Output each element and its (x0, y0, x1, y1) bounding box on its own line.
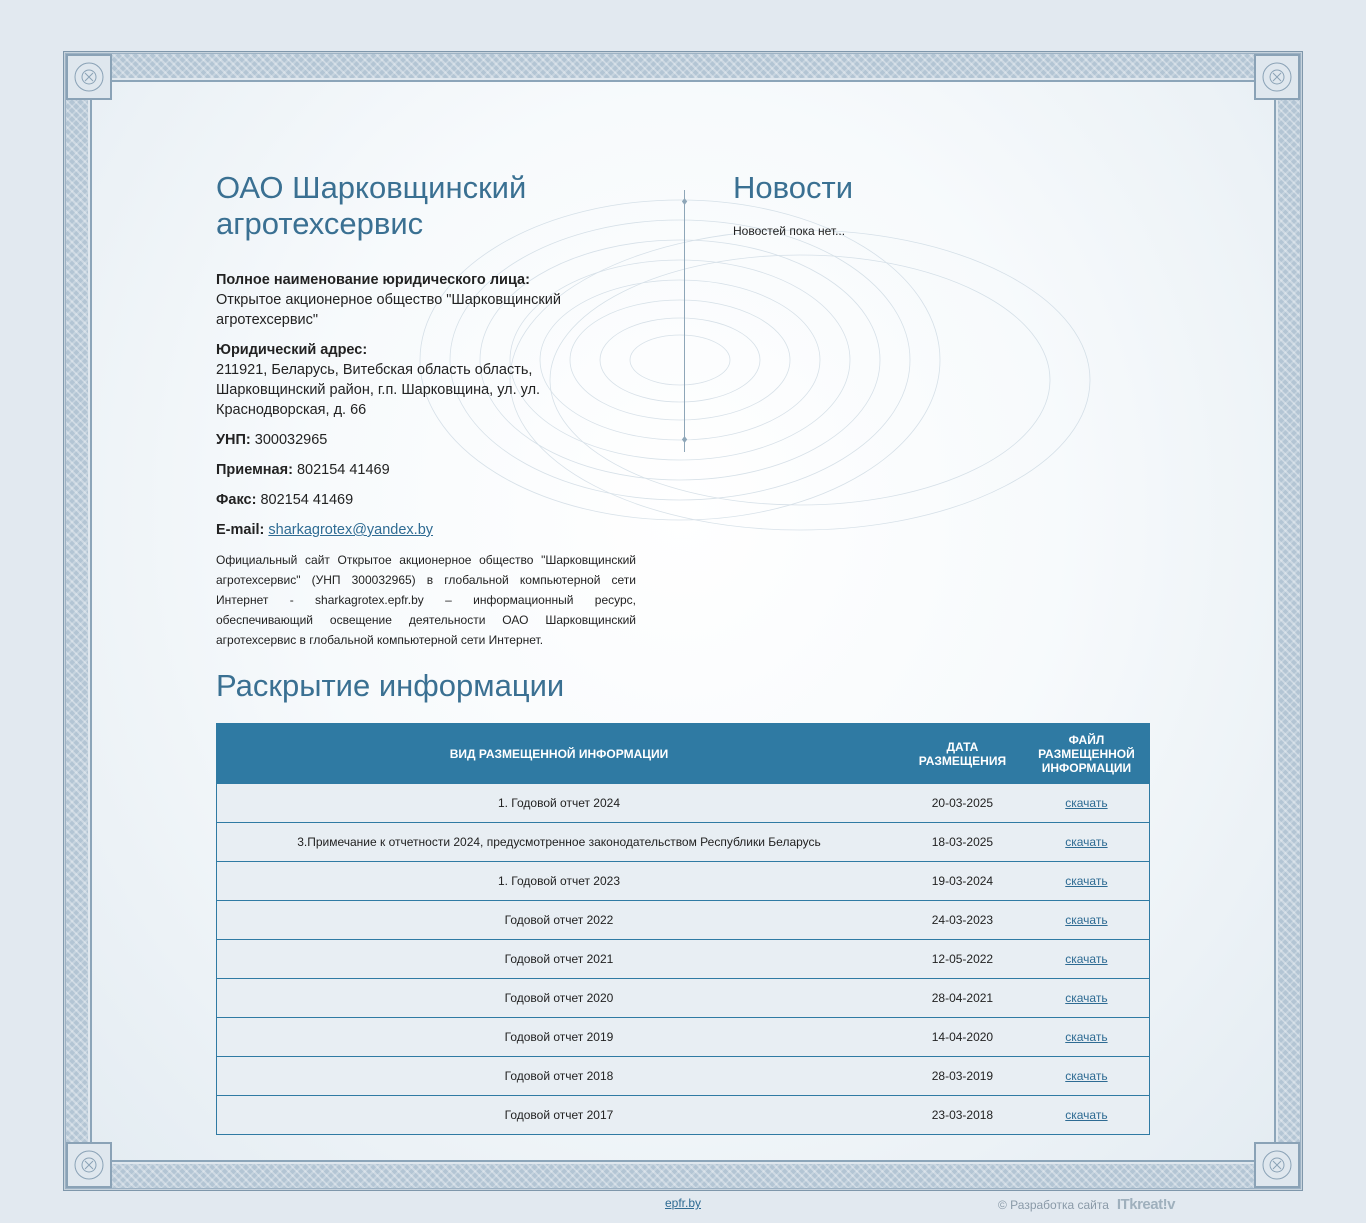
row-type: Годовой отчет 2020 (217, 979, 902, 1018)
row-type: 3.Примечание к отчетности 2024, предусмотренное законодательством Республики Беларусь (217, 823, 902, 862)
reception-value: 802154 41469 (296, 462, 390, 478)
download-link[interactable]: скачать (1065, 952, 1108, 966)
row-date: 28-04-2021 (901, 979, 1024, 1018)
download-link[interactable]: скачать (1065, 874, 1108, 888)
row-date: 19-03-2024 (901, 862, 1024, 901)
row-file-cell (1024, 1018, 1150, 1057)
table-header-row (217, 724, 1150, 785)
row-type: Годовой отчет 2019 (217, 1018, 902, 1057)
footer-developer (998, 1196, 1175, 1213)
site-description: Официальный сайт Открытое акционерное общество "Шарковщинский агротехсервис" (УНП 300032965) в глобальной компьютерной сети Интернет - sharkagrotex.epfr.by – информационный ресурс, обеспечивающий освещение деятельности ОАО Шарковщинский агротехсервис в глобальной компьютерной сети Интернет. (216, 553, 636, 647)
table-row (217, 862, 1150, 901)
row-date: 24-03-2023 (901, 901, 1024, 940)
row-type: Годовой отчет 2022 (217, 901, 902, 940)
footer-dev-text: © Разработка сайта (998, 1197, 1109, 1212)
email-label: E-mail: (216, 522, 265, 538)
unp-row (216, 430, 636, 450)
row-file-cell (1024, 979, 1150, 1018)
corner-ornament-icon (1254, 1142, 1300, 1188)
full-name-label: Полное наименование юридического лица: (216, 272, 530, 288)
row-file-cell (1024, 862, 1150, 901)
download-link[interactable]: скачать (1065, 1108, 1108, 1122)
full-name-value: Открытое акционерное общество "Шарковщинский агротехсервис" (216, 292, 561, 328)
header-type: ВИД РАЗМЕЩЕННОЙ ИНФОРМАЦИИ (217, 724, 902, 785)
news-title: Новости (733, 170, 854, 205)
table-row (217, 1057, 1150, 1096)
row-date: 28-03-2019 (901, 1057, 1024, 1096)
table-row (217, 1018, 1150, 1057)
news-empty-text: Новостей пока нет... (733, 224, 846, 238)
address-row (216, 340, 636, 420)
row-type: 1. Годовой отчет 2024 (217, 784, 902, 823)
reception-row (216, 460, 636, 480)
row-file-cell (1024, 1057, 1150, 1096)
table-row (217, 901, 1150, 940)
row-date: 12-05-2022 (901, 940, 1024, 979)
fax-value: 802154 41469 (260, 492, 354, 508)
row-date: 14-04-2020 (901, 1018, 1024, 1057)
row-file-cell (1024, 940, 1150, 979)
row-date: 20-03-2025 (901, 784, 1024, 823)
download-link[interactable]: скачать (1065, 796, 1108, 810)
fax-label: Факс: (216, 492, 257, 508)
row-date: 18-03-2025 (901, 823, 1024, 862)
footer-site-link[interactable]: epfr.by (665, 1196, 702, 1210)
table-row (217, 784, 1150, 823)
table-row (217, 823, 1150, 862)
row-type: Годовой отчет 2018 (217, 1057, 902, 1096)
header-file: ФАЙЛ РАЗМЕЩЕННОЙ ИНФОРМАЦИИ (1024, 724, 1150, 785)
row-type: Годовой отчет 2017 (217, 1096, 902, 1135)
row-file-cell (1024, 823, 1150, 862)
row-file-cell (1024, 784, 1150, 823)
full-name-row (216, 270, 636, 330)
row-type: 1. Годовой отчет 2023 (217, 862, 902, 901)
table-row (217, 1096, 1150, 1135)
download-link[interactable]: скачать (1065, 991, 1108, 1005)
header-date: ДАТА РАЗМЕЩЕНИЯ (901, 724, 1024, 785)
row-file-cell (1024, 901, 1150, 940)
download-link[interactable]: скачать (1065, 913, 1108, 927)
corner-ornament-icon (66, 1142, 112, 1188)
row-date: 23-03-2018 (901, 1096, 1024, 1135)
email-link[interactable]: sharkagrotex@yandex.by (268, 522, 434, 538)
unp-value: 300032965 (254, 432, 328, 448)
unp-label: УНП: (216, 432, 251, 448)
disclosure-title: Раскрытие информации (216, 668, 565, 703)
column-divider (684, 190, 685, 452)
corner-ornament-icon (1254, 54, 1300, 100)
address-value: 211921, Беларусь, Витебская область область, Шарковщинский район, г.п. Шарковщина, ул. ул. Краснодворская, д. 66 (216, 362, 541, 418)
email-row (216, 520, 636, 540)
news-section (733, 170, 1133, 238)
divider-ornament-icon: ♦ (681, 194, 688, 208)
divider-ornament-icon: ♦ (681, 432, 688, 446)
row-file-cell (1024, 1096, 1150, 1135)
download-link[interactable]: скачать (1065, 835, 1108, 849)
reception-label: Приемная: (216, 462, 293, 478)
download-link[interactable]: скачать (1065, 1030, 1108, 1044)
disclosure-table (216, 723, 1150, 1135)
fax-row (216, 490, 636, 510)
company-title: ОАО Шарковщинский агротехсервис (216, 170, 527, 241)
row-type: Годовой отчет 2021 (217, 940, 902, 979)
developer-logo[interactable]: ITkreat!v (1116, 1196, 1175, 1213)
corner-ornament-icon (66, 54, 112, 100)
table-row (217, 940, 1150, 979)
company-info (216, 170, 636, 650)
download-link[interactable]: скачать (1065, 1069, 1108, 1083)
table-row (217, 979, 1150, 1018)
address-label: Юридический адрес: (216, 342, 368, 358)
